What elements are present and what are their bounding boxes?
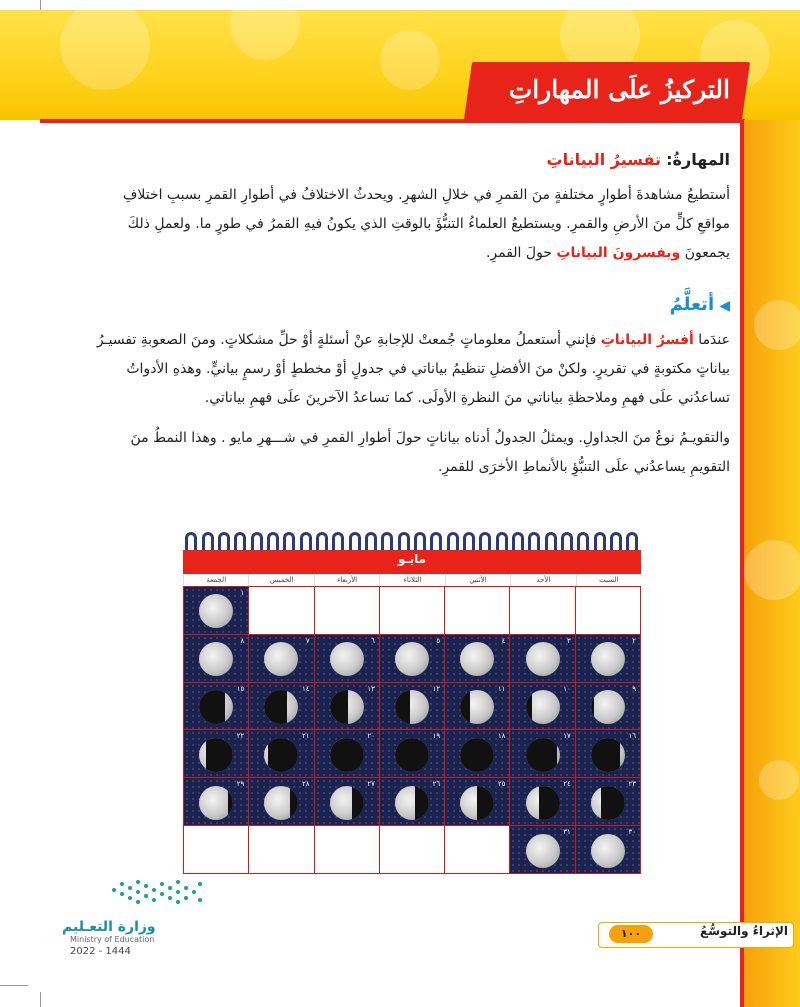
day-number: ٢ [632, 636, 636, 645]
body-paragraph-2 [90, 424, 730, 482]
calendar-empty-cell [576, 587, 640, 634]
moon-shadow [460, 690, 470, 724]
calendar-day-cell [445, 730, 509, 777]
binder-ring-icon [447, 532, 459, 550]
moon-phase-icon [199, 690, 233, 724]
day-number: ٣٠ [628, 828, 636, 837]
moon-shadow [395, 738, 429, 772]
calendar-day-cell [380, 635, 444, 682]
moon-shadow [228, 786, 233, 820]
logo-dot [176, 880, 180, 884]
logo-dot [120, 882, 124, 886]
binder-ring-icon [528, 532, 540, 550]
moon-phase-icon [460, 786, 494, 820]
moon-phase-icon [330, 786, 364, 820]
calendar-day-cell [510, 826, 574, 873]
day-header: الأربعاء [314, 574, 379, 586]
calendar-day-cell [184, 730, 248, 777]
body-text-a: عندَما [698, 332, 730, 348]
moon-phase-icon [526, 642, 560, 676]
day-header: السبت [576, 574, 641, 586]
moon-shadow [477, 786, 494, 820]
moon-phase-icon [199, 738, 233, 772]
logo-dot [198, 882, 202, 886]
calendar-day-cell [184, 587, 248, 634]
day-number: ٩ [632, 684, 636, 693]
logo-dot [160, 882, 164, 886]
calendar-day-cell [315, 683, 379, 730]
logo-dot [136, 890, 140, 894]
moon-calendar [183, 530, 641, 874]
intro-paragraph [90, 181, 730, 268]
calendar-empty-cell [315, 826, 379, 873]
binder-ring-icon [594, 532, 606, 550]
moon-phase-icon [264, 738, 298, 772]
calendar-day-cell [184, 635, 248, 682]
logo-dot [120, 892, 124, 896]
moon-shadow [395, 690, 410, 724]
day-number: ٢٩ [236, 780, 245, 789]
sidebar-strip [744, 120, 800, 1007]
logo-dot [198, 898, 202, 902]
moon-shadow [526, 738, 557, 772]
edition-year: 2022 - 1444 [70, 946, 131, 957]
binder-ring-icon [430, 532, 442, 550]
day-number: ٢٠ [367, 732, 375, 741]
day-number: ١٠ [563, 684, 571, 693]
calendar-day-cell [576, 826, 640, 873]
moon-shadow [199, 690, 225, 724]
moon-phase-icon [264, 642, 298, 676]
binder-ring-icon [185, 532, 197, 550]
moon-phase-icon [199, 594, 233, 628]
logo-dot [184, 886, 188, 890]
intro-text-b: حولَ القمرِ. [485, 245, 552, 261]
binder-ring-icon [332, 532, 344, 550]
calendar-empty-cell [249, 587, 313, 634]
moon-phase-icon [526, 738, 560, 772]
day-number: ١٧ [563, 732, 571, 741]
learn-heading [90, 294, 730, 315]
ministry-name-ar: وزارة التعـليم [62, 919, 156, 935]
moon-shadow [206, 738, 233, 772]
day-number: ٢٨ [302, 780, 310, 789]
moon-shadow [264, 690, 286, 724]
triangle-icon: ◀ [719, 298, 730, 314]
moon-shadow [460, 738, 494, 772]
moon-phase-icon [199, 642, 233, 676]
binder-ring-icon [610, 532, 622, 550]
binder-ring-icon [234, 532, 246, 550]
logo-dot [160, 892, 164, 896]
calendar-day-cell [380, 730, 444, 777]
moon-phase-icon [460, 738, 494, 772]
moon-phase-icon [526, 690, 560, 724]
intro-text-a: أستطيعُ مشاهدةَ أطوارٍ مختلفةٍ منَ القمرِ في خلالِ الشهرِ. ويحدثُ الاختلافُ في أطوارِ القمرِ بسببِ اختلافِ مواقعِ كلٍّ منَ الأرضِ والقمرِ. ويستطيعُ العلماءُ التنبُّؤَ بالوقتِ الذي يكونُ فيهِ القمرُ في طورٍ ما. ولعملِ ذلكَ يجمعونَ [122, 187, 730, 261]
day-number: ٢٦ [432, 780, 441, 789]
binder-ring-icon [381, 532, 393, 550]
calendar-day-cell [315, 778, 379, 825]
logo-dot [176, 890, 180, 894]
binder-ring-icon [496, 532, 508, 550]
calendar-day-cell [576, 683, 640, 730]
day-header: الجمعة [183, 574, 248, 586]
ministry-logo-icon [112, 878, 204, 906]
decorative-bubble [380, 30, 440, 90]
calendar-day-cell [510, 635, 574, 682]
calendar-empty-cell [445, 826, 509, 873]
logo-dot [168, 896, 172, 900]
calendar-day-cell [249, 730, 313, 777]
day-number: ١١ [497, 684, 506, 693]
moon-phase-icon [591, 690, 625, 724]
moon-phase-icon [460, 642, 494, 676]
binder-ring-icon [283, 532, 295, 550]
moon-shadow [330, 690, 349, 724]
calendar-day-cell [510, 683, 574, 730]
moon-phase-icon [460, 690, 494, 724]
binder-ring-icon [398, 532, 410, 550]
crop-mark [40, 992, 41, 1007]
calendar-empty-cell [380, 587, 444, 634]
day-number: ٢٣ [628, 780, 636, 789]
page-number: ١٠٠ [609, 925, 653, 943]
moon-shadow [268, 738, 299, 772]
day-number: ١٩ [432, 732, 441, 741]
moon-phase-icon [264, 786, 298, 820]
body-text-c: والتقويـمُ نوعٌ منَ الجداولِ. ويمثلُ الجدولُ أدناه بياناتٍ حولَ أطوارِ القمرِ في شـــهرِ مايو . وهذا النمطُ منَ التقويمِ يساعدُني علَى التنبُّؤِ بالأنماطِ الأخرَى للقمرِ. [130, 430, 730, 475]
logo-dot [112, 888, 116, 892]
moon-phase-icon [591, 642, 625, 676]
moon-shadow [415, 786, 429, 820]
binder-ring-icon [365, 532, 377, 550]
calendar-day-cell [184, 778, 248, 825]
calendar-month: مايـو [397, 552, 427, 566]
decorative-bubble [744, 540, 800, 600]
day-header: الثلاثاء [379, 574, 444, 586]
calendar-empty-cell [184, 826, 248, 873]
binder-ring-icon [463, 532, 475, 550]
binder-ring-icon [479, 532, 491, 550]
calendar-empty-cell [445, 587, 509, 634]
moon-shadow [539, 786, 559, 820]
page-title: التركيزُ علَى المهاراتِ [508, 75, 730, 104]
calendar-day-cell [445, 778, 509, 825]
decorative-bubble [60, 10, 150, 90]
binder-ring-icon [545, 532, 557, 550]
day-number: ١٢ [432, 684, 441, 693]
calendar-day-cell [576, 730, 640, 777]
binder-ring-icon [300, 532, 312, 550]
moon-shadow [526, 690, 533, 724]
decorative-bubble [759, 760, 799, 800]
binder-ring-icon [349, 532, 361, 550]
moon-shadow [591, 738, 620, 772]
body-paragraph-1 [90, 326, 730, 413]
moon-shadow [601, 786, 625, 820]
calendar-day-cell [380, 683, 444, 730]
day-number: ٨ [240, 636, 245, 645]
calendar-day-cell [576, 778, 640, 825]
day-number: ٢٤ [563, 780, 571, 789]
moon-shadow [330, 738, 364, 772]
day-number: ١٨ [497, 732, 506, 741]
day-number: ١٦ [628, 732, 636, 741]
calendar-days-row [183, 574, 641, 586]
calendar-day-cell [184, 683, 248, 730]
logo-dot [152, 898, 156, 902]
decorative-bubble [230, 10, 300, 60]
moon-phase-icon [395, 738, 429, 772]
skill-heading [90, 150, 730, 169]
calendar-day-cell [315, 730, 379, 777]
logo-dot [144, 894, 148, 898]
body-highlight: أفسرُ البياناتِ [600, 332, 694, 348]
calendar-day-cell [510, 778, 574, 825]
moon-phase-icon [591, 786, 625, 820]
calendar-day-cell [445, 635, 509, 682]
logo-dot [128, 886, 132, 890]
moon-phase-icon [330, 642, 364, 676]
calendar-day-cell [249, 683, 313, 730]
moon-shadow [591, 690, 594, 724]
day-number: ١٥ [236, 684, 245, 693]
logo-dot [128, 896, 132, 900]
body-text-b: فإنني أستعملُ معلوماتٍ جُمعتْ للإجابةِ عنْ أسئلةٍ أوْ حلِّ مشكلاتٍ. ومنَ الصعوبةِ تفسيـرُ بياناتٍ مكتوبةٍ في تقريرٍ. ولكنْ منَ الأفضلِ تنظيمُ بياناتي في جدولٍ أوْ مخططٍ أوْ رسمٍ بيانيٍّ. وهذهِ الأدواتُ تساعدُني علَى فهمِ وملاحظةِ بياناتي منَ النظرةِ الأولَى. كما تساعدُ الآخرينَ علَى فهمِ بياناتي. [96, 332, 730, 406]
day-number: ٦ [371, 636, 375, 645]
calendar-day-cell [315, 635, 379, 682]
calendar-day-cell [445, 683, 509, 730]
crop-mark [0, 985, 28, 986]
binder-ring-icon [316, 532, 328, 550]
calendar-empty-cell [249, 826, 313, 873]
day-number: ٧ [305, 636, 310, 645]
logo-dot [136, 900, 140, 904]
binder-ring-icon [512, 532, 524, 550]
day-number: ٣ [566, 636, 571, 645]
day-number: ١٣ [367, 684, 375, 693]
day-number: ٥ [436, 636, 441, 645]
moon-phase-icon [330, 690, 364, 724]
binder-ring-icon [414, 532, 426, 550]
calendar-day-cell [249, 778, 313, 825]
day-number: ١٤ [302, 684, 310, 693]
day-header: الخميس [248, 574, 313, 586]
day-number: ٢٢ [236, 732, 245, 741]
day-number: ٢١ [302, 732, 310, 741]
moon-phase-icon [264, 690, 298, 724]
moon-phase-icon [395, 690, 429, 724]
moon-phase-icon [526, 834, 560, 868]
calendar-day-cell [249, 635, 313, 682]
binder-ring-icon [202, 532, 214, 550]
logo-dot [184, 896, 188, 900]
calendar-empty-cell [510, 587, 574, 634]
moon-shadow [352, 786, 364, 820]
calendar-grid [183, 586, 641, 874]
logo-dot [176, 900, 180, 904]
header-underline [40, 119, 745, 123]
calendar-empty-cell [380, 826, 444, 873]
binder-ring-icon [577, 532, 589, 550]
moon-shadow [290, 786, 299, 820]
day-header: الأحد [510, 574, 575, 586]
calendar-day-cell [510, 730, 574, 777]
calendar-day-cell [380, 778, 444, 825]
day-number: ٤ [501, 636, 506, 645]
day-number: ٣١ [563, 828, 571, 837]
skill-name: تفسيرُ البياناتِ [546, 150, 662, 169]
binder-ring-icon [626, 532, 638, 550]
skill-label: المهارةُ: [666, 150, 730, 169]
moon-phase-icon [526, 786, 560, 820]
binder-ring-icon [561, 532, 573, 550]
section-title: الإثراءُ والتوسُّعُ [700, 924, 788, 938]
learn-title: أتعلَّمُ [669, 294, 715, 315]
binder-ring-icon [267, 532, 279, 550]
intro-highlight: ويفسرونَ البياناتِ [556, 245, 681, 261]
day-number: ١ [240, 589, 245, 597]
binder-ring-icon [218, 532, 230, 550]
day-header: الأثنين [445, 574, 510, 586]
day-number: ٢٥ [497, 780, 506, 789]
moon-phase-icon [591, 738, 625, 772]
logo-dot [168, 886, 172, 890]
ministry-name-en: Ministry of Education [70, 935, 155, 944]
moon-phase-icon [395, 642, 429, 676]
logo-dot [144, 884, 148, 888]
moon-phase-icon [330, 738, 364, 772]
logo-dot [192, 890, 196, 894]
logo-dot [152, 888, 156, 892]
moon-phase-icon [395, 786, 429, 820]
calendar-day-cell [576, 635, 640, 682]
moon-phase-icon [591, 834, 625, 868]
calendar-empty-cell [315, 587, 379, 634]
day-number: ٢٧ [367, 780, 375, 789]
logo-dot [136, 880, 140, 884]
decorative-bubble [754, 300, 800, 350]
binder-ring-icon [251, 532, 263, 550]
moon-phase-icon [199, 786, 233, 820]
